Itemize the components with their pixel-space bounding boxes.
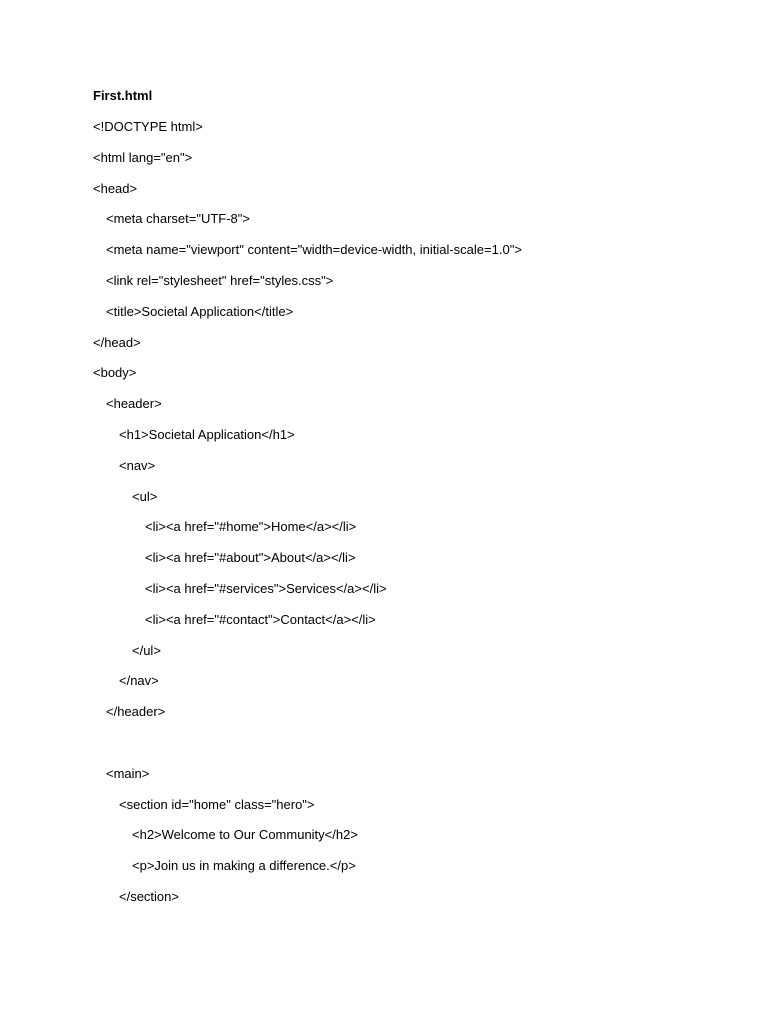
code-line: <ul> xyxy=(132,488,158,504)
code-line: <head> xyxy=(93,180,138,196)
code-line: </section> xyxy=(119,888,179,904)
code-line: <link rel="stylesheet" href="styles.css"> xyxy=(106,272,334,288)
code-line: </header> xyxy=(106,704,166,720)
code-line: </ul> xyxy=(132,642,161,658)
code-line: <meta name="viewport" content="width=device-width, initial-scale=1.0"> xyxy=(106,242,522,258)
code-line: <nav> xyxy=(119,457,156,473)
code-line: <main> xyxy=(106,765,150,781)
code-line: <h2>Welcome to Our Community</h2> xyxy=(132,827,358,843)
document-page xyxy=(93,87,733,919)
code-line: <html lang="en"> xyxy=(93,149,193,165)
code-line: <!DOCTYPE html> xyxy=(93,119,203,134)
code-line: </head> xyxy=(93,334,141,350)
code-line: </nav> xyxy=(119,673,159,689)
code-line: <li><a href="#services">Services</a></li> xyxy=(145,580,387,596)
code-line: <h1>Societal Application</h1> xyxy=(119,426,295,442)
code-line: <li><a href="#about">About</a></li> xyxy=(145,550,356,566)
code-line: <li><a href="#home">Home</a></li> xyxy=(145,519,357,535)
document-title: First.html xyxy=(93,88,153,103)
blank-line xyxy=(93,734,733,752)
code-line: <meta charset="UTF-8"> xyxy=(106,211,250,227)
code-line: <section id="home" class="hero"> xyxy=(119,796,315,812)
code-line: <li><a href="#contact">Contact</a></li> xyxy=(145,611,376,627)
code-line: <header> xyxy=(106,396,162,412)
code-line: <title>Societal Application</title> xyxy=(106,303,294,319)
code-line: <p>Join us in making a difference.</p> xyxy=(132,858,356,874)
code-line: <body> xyxy=(93,365,137,381)
